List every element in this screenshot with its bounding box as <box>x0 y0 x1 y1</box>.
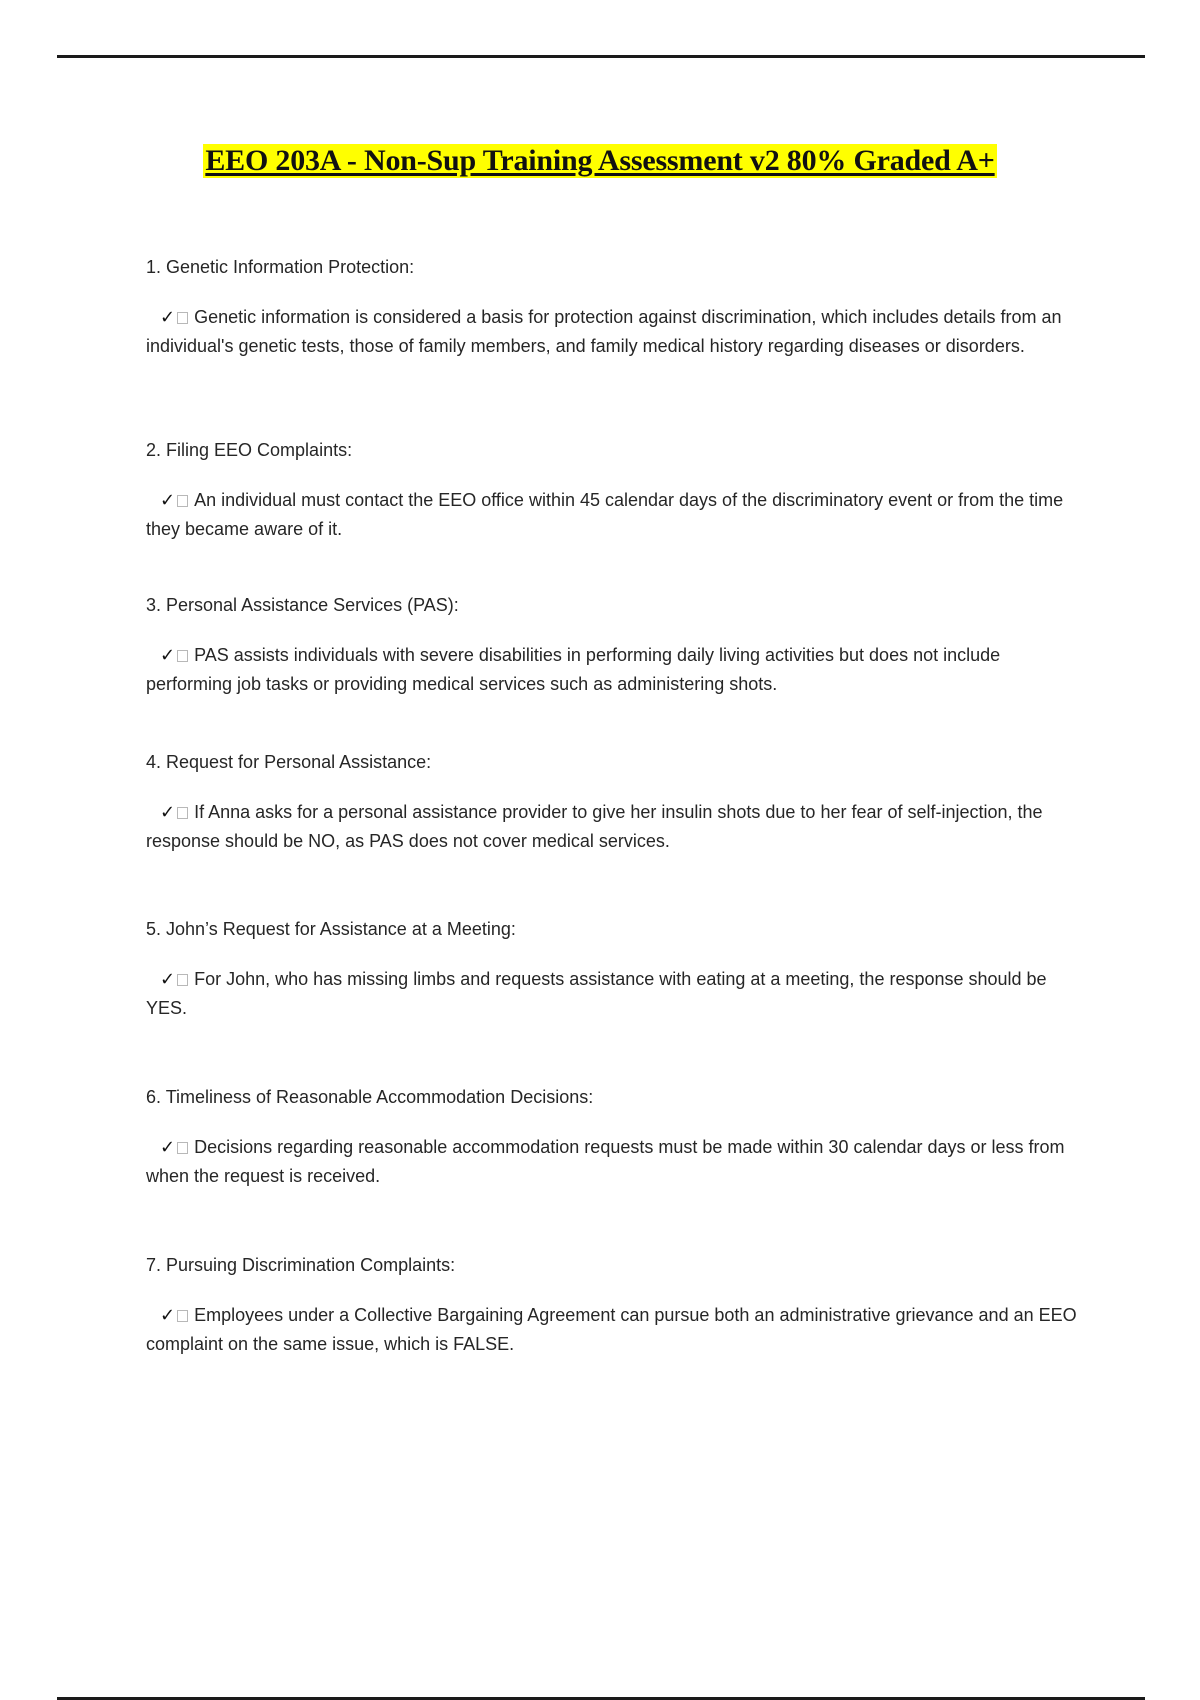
checkbox-icon <box>177 1310 188 1322</box>
check-icon: ✓ <box>160 802 176 822</box>
answer-text: Decisions regarding reasonable accommodation requests must be made within 30 calendar days or less from when the request is received. <box>146 1137 1065 1186</box>
question-item-5 <box>146 917 1086 1085</box>
question-answer <box>146 1133 1086 1191</box>
check-icon: ✓ <box>160 490 176 510</box>
answer-text: If Anna asks for a personal assistance provider to give her insulin shots due to her fear of self-injection, the response should be NO, as PAS does not cover medical services. <box>146 802 1043 851</box>
question-item-7 <box>146 1253 1086 1359</box>
checkbox-icon <box>177 495 188 507</box>
question-heading: 1. Genetic Information Protection: <box>146 257 415 277</box>
answer-text: Genetic information is considered a basis for protection against discrimination, which includes details from an individual's genetic tests, those of family members, and family medical history regarding diseases or disorders. <box>146 307 1062 356</box>
check-icon: ✓ <box>160 1137 176 1157</box>
question-heading: 3. Personal Assistance Services (PAS): <box>146 595 459 615</box>
page-top-rule <box>57 55 1145 58</box>
checkbox-icon <box>177 974 188 986</box>
question-heading: 5. John’s Request for Assistance at a Meeting: <box>146 919 516 939</box>
checkbox-icon <box>177 312 188 324</box>
question-answer <box>146 641 1086 699</box>
question-answer <box>146 486 1086 544</box>
question-item-4 <box>146 750 1086 917</box>
answer-text: An individual must contact the EEO office within 45 calendar days of the discriminatory event or from the time they became aware of it. <box>146 490 1064 539</box>
question-answer <box>146 965 1086 1023</box>
check-icon: ✓ <box>160 645 176 665</box>
question-item-2 <box>146 438 1086 593</box>
answer-text: PAS assists individuals with severe disabilities in performing daily living activities but does not include performing job tasks or providing medical services such as administering shots. <box>146 645 1001 694</box>
checkbox-icon <box>177 650 188 662</box>
check-icon: ✓ <box>160 307 176 327</box>
question-list <box>146 255 1086 1359</box>
question-heading: 2. Filing EEO Complaints: <box>146 440 353 460</box>
answer-text: For John, who has missing limbs and requests assistance with eating at a meeting, the response should be YES. <box>146 969 1047 1018</box>
question-item-1 <box>146 255 1086 438</box>
answer-text: Employees under a Collective Bargaining Agreement can pursue both an administrative grievance and an EEO complaint on the same issue, which is FALSE. <box>146 1305 1077 1354</box>
question-heading: 4. Request for Personal Assistance: <box>146 752 432 772</box>
checkbox-icon <box>177 1142 188 1154</box>
question-heading: 6. Timeliness of Reasonable Accommodation Decisions: <box>146 1087 594 1107</box>
question-answer <box>146 798 1086 856</box>
question-item-6 <box>146 1085 1086 1253</box>
question-item-3 <box>146 593 1086 750</box>
checkbox-icon <box>177 807 188 819</box>
question-heading: 7. Pursuing Discrimination Complaints: <box>146 1255 456 1275</box>
question-answer <box>146 1301 1086 1359</box>
check-icon: ✓ <box>160 1305 176 1325</box>
check-icon: ✓ <box>160 969 176 989</box>
question-answer <box>146 303 1086 361</box>
document-title: EEO 203A - Non-Sup Training Assessment v2 80% Graded A+ <box>205 144 995 177</box>
title-container <box>0 144 1200 178</box>
